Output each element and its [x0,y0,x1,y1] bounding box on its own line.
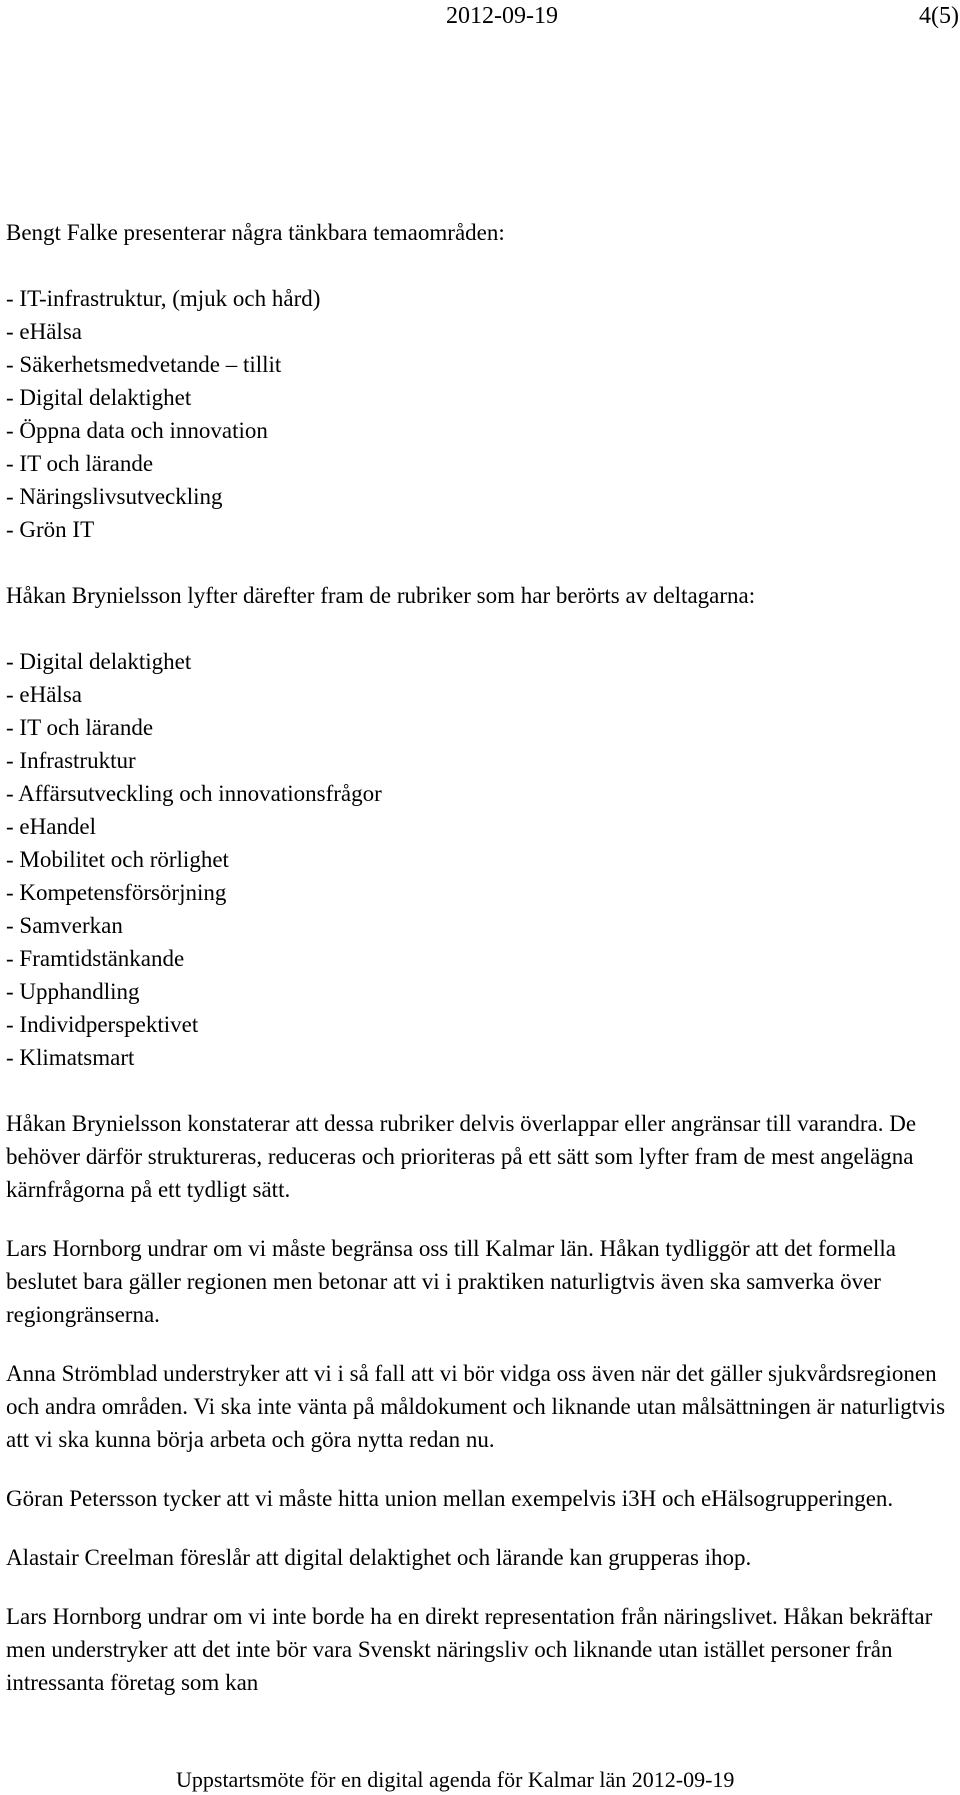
body-paragraph: Håkan Brynielsson konstaterar att dessa rubriker delvis överlappar eller angränsar till varandra. De behöver därför struktureras, reduceras och prioriteras på ett sätt som lyfter fram de mest angelägna kärnfrågorna på ett tydligt sätt. [6,1111,917,1202]
body-paragraph: Alastair Creelman föreslår att digital delaktighet och lärande kan grupperas ihop. [6,1545,752,1570]
list-item: - Digital delaktighet [6,385,192,410]
intro-paragraph: Bengt Falke presenterar några tänkbara temaområden: [6,220,505,245]
topic-list-1 [6,282,954,546]
list-item: - Öppna data och innovation [6,418,268,443]
list-item: - Framtidstänkande [6,946,185,971]
list-item: - eHandel [6,814,97,839]
list-item: - Säkerhetsmedvetande – tillit [6,352,282,377]
page-footer: Uppstartsmöte för en digital agenda för Kalmar län 2012-09-19 [176,1767,735,1792]
body-paragraph: Göran Petersson tycker att vi måste hitta union mellan exempelvis i3H och eHälsogrupperingen. [6,1486,894,1511]
list-item: - IT och lärande [6,715,154,740]
list-item: - Klimatsmart [6,1045,135,1070]
document-body [6,216,954,1699]
list-item: - Affärsutveckling och innovationsfrågor [6,781,382,806]
list-item: - Samverkan [6,913,123,938]
header-date: 2012-09-19 [446,3,558,29]
list-item: - IT-infrastruktur, (mjuk och hård) [6,286,321,311]
intro2-paragraph: Håkan Brynielsson lyfter därefter fram de rubriker som har berörts av deltagarna: [6,583,756,608]
body-paragraph: Anna Strömblad understryker att vi i så fall att vi bör vidga oss även när det gäller sjukvårdsregionen och andra områden. Vi ska inte vänta på måldokument och liknande utan målsättningen är naturligtvis att vi ska kunna börja arbeta och göra nytta redan nu. [6,1361,946,1452]
list-item: - IT och lärande [6,451,154,476]
list-item: - Kompetensförsörjning [6,880,227,905]
list-item: - Grön IT [6,517,95,542]
header-page-number: 4(5) [919,3,959,29]
body-paragraph: Lars Hornborg undrar om vi måste begränsa oss till Kalmar län. Håkan tydliggör att det formella beslutet bara gäller regionen men betonar att vi i praktiken naturligtvis även ska samverka över regiongränserna. [6,1236,896,1327]
body-paragraph: Lars Hornborg undrar om vi inte borde ha en direkt representation från näringslivet. Håkan bekräftar men understryker att det inte bör vara Svenskt näringsliv och liknande utan istället personer från intressanta företag som kan [6,1604,933,1695]
list-item: - Digital delaktighet [6,649,192,674]
topic-list-2 [6,645,954,1074]
list-item: - Infrastruktur [6,748,136,773]
list-item: - Individperspektivet [6,1012,199,1037]
list-item: - Näringslivsutveckling [6,484,223,509]
list-item: - eHälsa [6,319,82,344]
list-item: - eHälsa [6,682,82,707]
list-item: - Upphandling [6,979,140,1004]
list-item: - Mobilitet och rörlighet [6,847,229,872]
